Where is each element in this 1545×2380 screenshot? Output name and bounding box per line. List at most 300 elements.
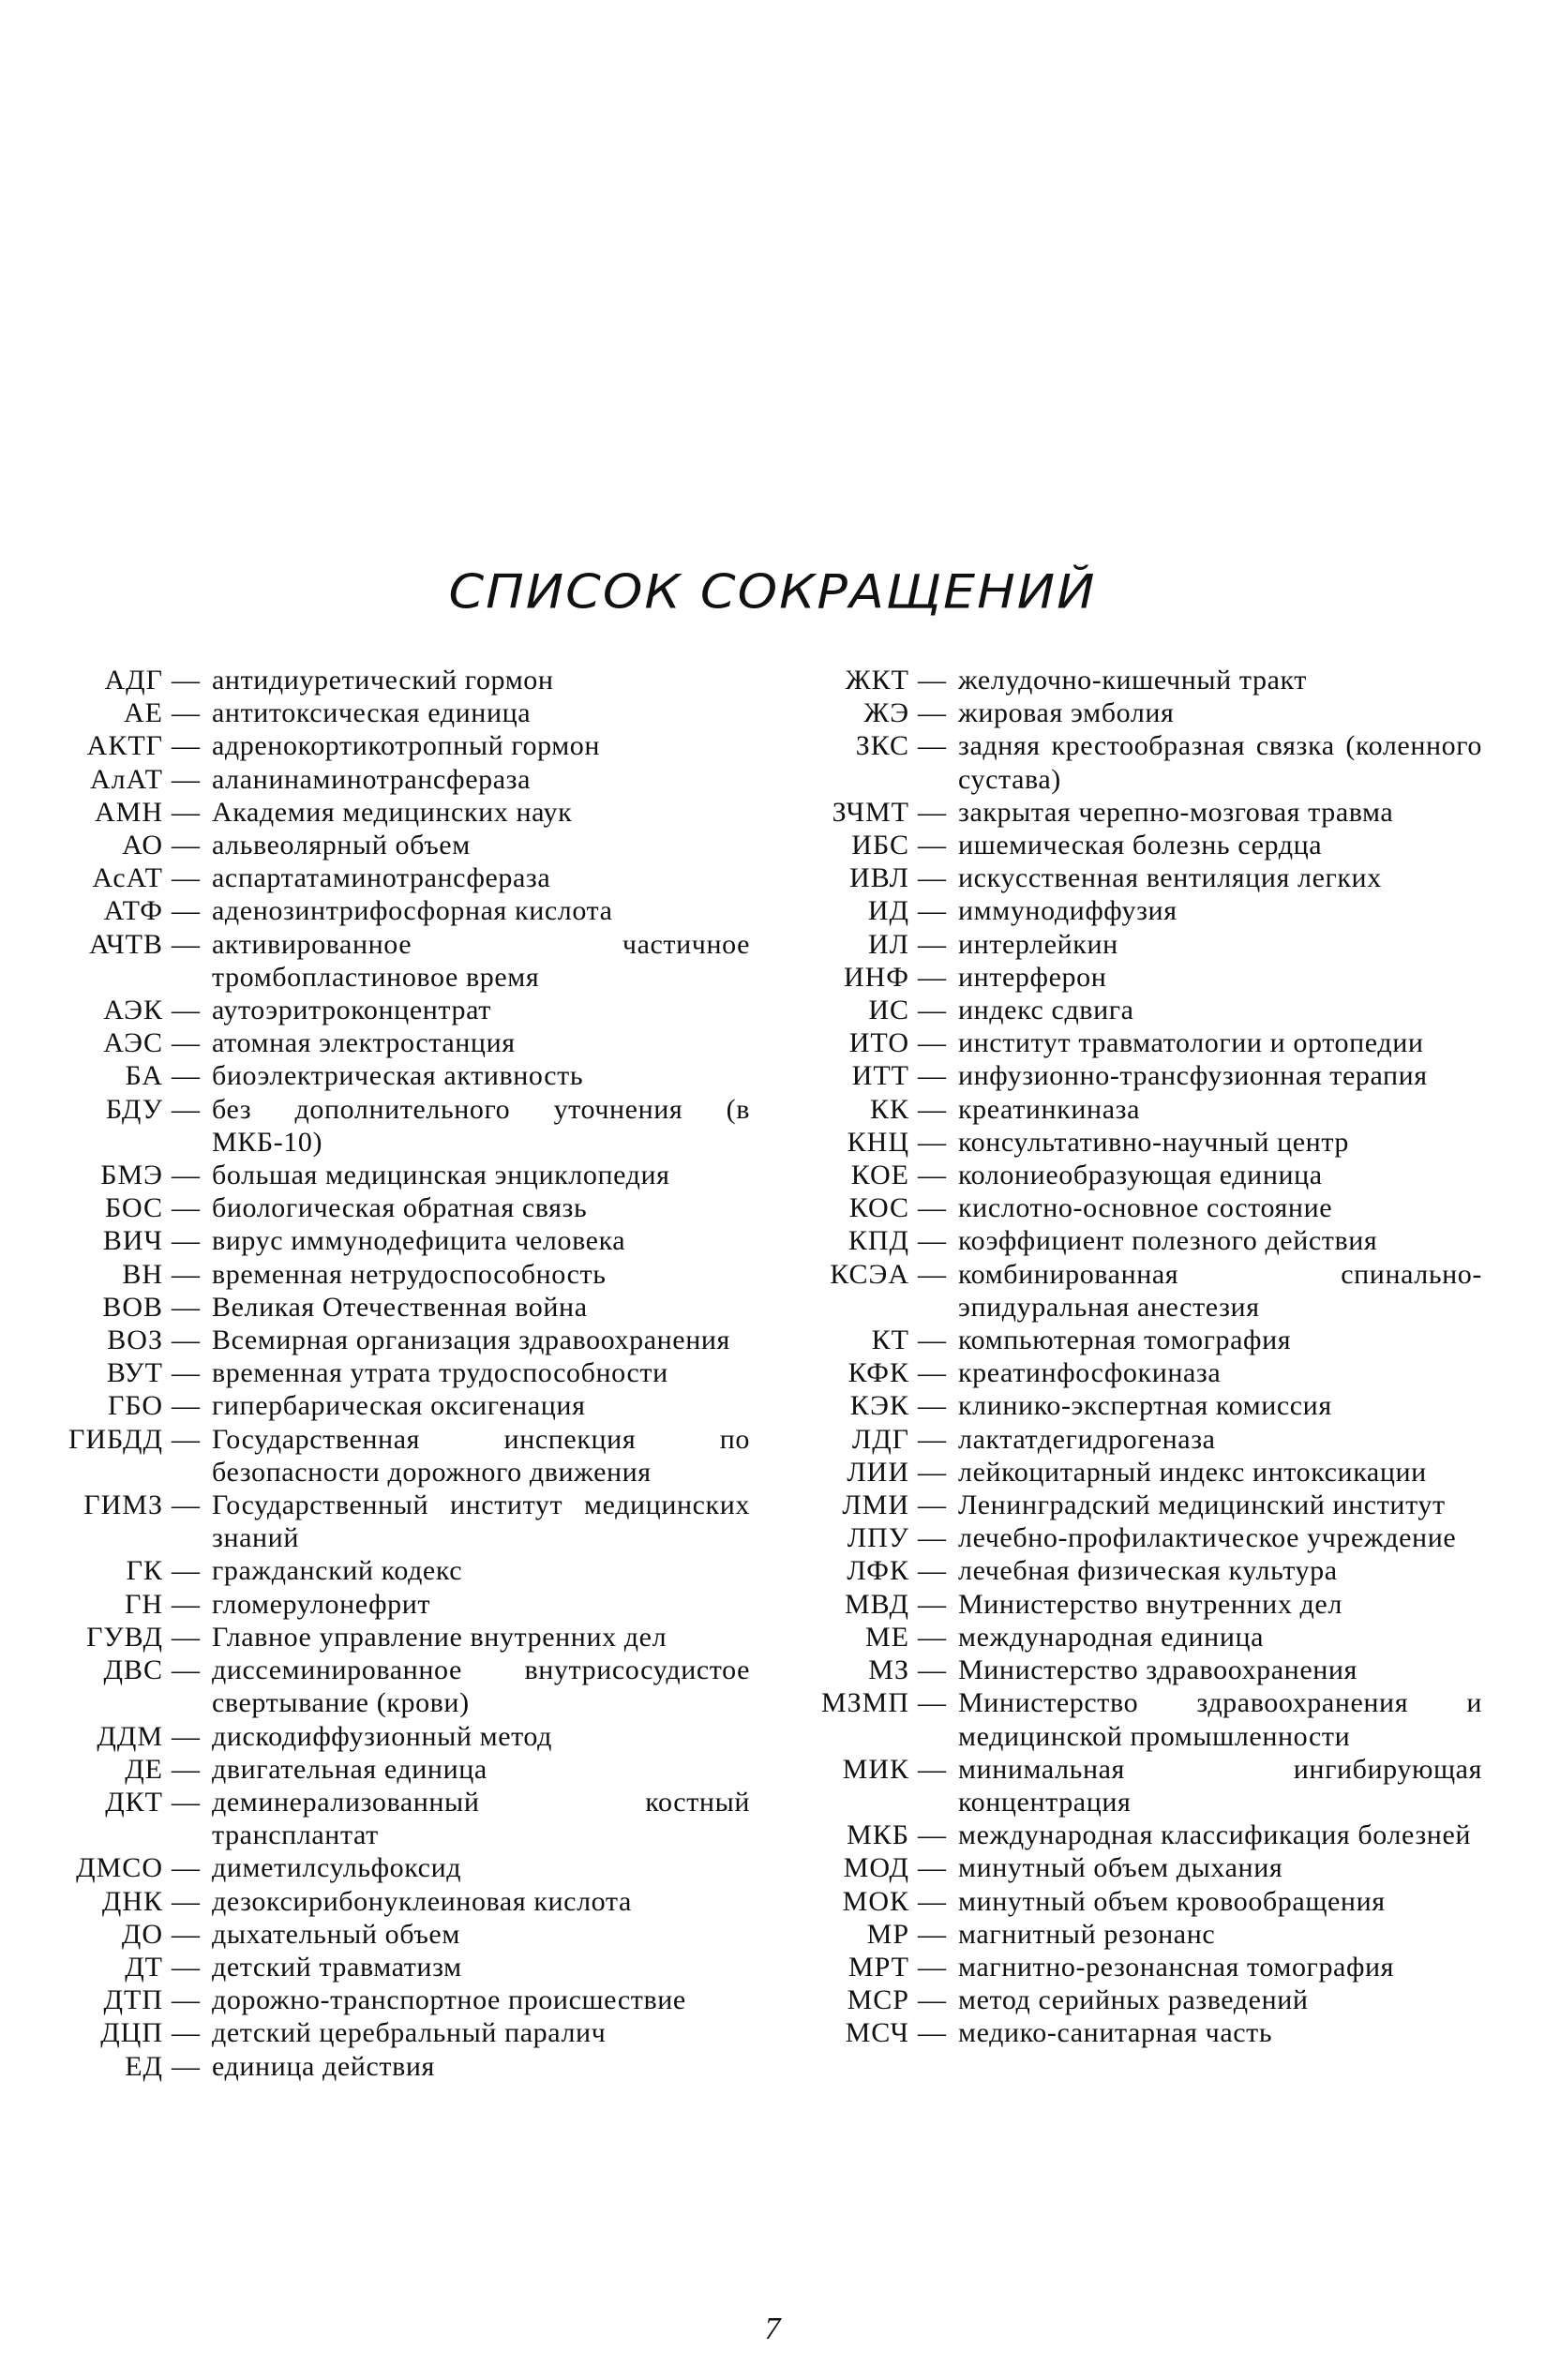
- abbreviation-definition: закрытая черепно-мозговая травма: [958, 796, 1394, 828]
- dash-separator: —: [918, 1126, 946, 1158]
- abbreviation-entry: [38, 1159, 750, 1191]
- abbreviation: ДТ: [125, 1951, 163, 1983]
- abbreviation-definition: инфузионно-трансфузионная терапия: [958, 1060, 1428, 1092]
- abbreviation-definition: международная классификация болезней: [958, 1819, 1472, 1851]
- dash-separator: —: [918, 730, 946, 762]
- dash-separator: —: [918, 1885, 946, 1917]
- abbreviation: АО: [122, 830, 163, 861]
- abbreviation: ЖЭ: [863, 697, 909, 729]
- abbreviation-definition: консультативно-научный центр: [958, 1126, 1350, 1158]
- dash-separator: —: [918, 1951, 946, 1983]
- dash-separator: —: [172, 697, 200, 729]
- dash-separator: —: [918, 1753, 946, 1785]
- abbreviation-definition: аспартатаминотрансфераза: [212, 862, 551, 894]
- abbreviation-definition: аланинаминотрансфераза: [212, 763, 532, 795]
- abbreviation-definition: минимальная ингибирующая концентрация: [958, 1753, 1482, 1818]
- abbreviation: ГБО: [107, 1390, 163, 1422]
- abbreviation-entry: [38, 2016, 750, 2049]
- abbreviation: МСЧ: [845, 2017, 909, 2049]
- abbreviation-entry: [793, 1026, 1482, 1059]
- abbreviation: ГУВД: [86, 1621, 163, 1653]
- dash-separator: —: [172, 1654, 200, 1686]
- abbreviation-definition: антитоксическая единица: [212, 697, 532, 729]
- abbreviation: ЛДГ: [851, 1423, 909, 1455]
- dash-separator: —: [172, 1555, 200, 1587]
- dash-separator: —: [918, 1555, 946, 1587]
- dash-separator: —: [172, 995, 200, 1026]
- dash-separator: —: [172, 1489, 200, 1521]
- abbreviation-entry: [793, 1554, 1482, 1587]
- dash-separator: —: [918, 1489, 946, 1521]
- abbreviation-definition: лечебная физическая культура: [958, 1555, 1338, 1587]
- abbreviation: БОС: [104, 1192, 163, 1224]
- abbreviation-entry: [38, 763, 750, 796]
- abbreviation-entry: [793, 1258, 1482, 1324]
- abbreviation-definition: клинико-экспертная комиссия: [958, 1390, 1332, 1422]
- abbreviation-definition: лактатдегидрогеназа: [958, 1423, 1216, 1455]
- abbreviation: КФК: [848, 1357, 909, 1389]
- abbreviation-definition: колониеобразующая единица: [958, 1160, 1323, 1191]
- abbreviation-entry: [793, 994, 1482, 1026]
- abbreviation: ГК: [126, 1555, 163, 1587]
- abbreviation: БДУ: [105, 1093, 163, 1125]
- abbreviation-definition: креатинкиназа: [958, 1093, 1140, 1125]
- abbreviation-entry: [38, 1423, 750, 1489]
- abbreviation-entry: [38, 1191, 750, 1224]
- abbreviation-entry: [38, 1489, 750, 1554]
- dash-separator: —: [918, 1687, 946, 1719]
- abbreviation-definition: Государственная инспекция по безопасности дорожного движения: [212, 1423, 750, 1488]
- dash-separator: —: [918, 1192, 946, 1224]
- abbreviation-entry: [38, 1885, 750, 1918]
- abbreviation-definition: детский церебральный паралич: [212, 2017, 607, 2049]
- abbreviation: КЭК: [849, 1390, 909, 1422]
- abbreviation-definition: адренокортикотропный гормон: [212, 730, 601, 762]
- abbreviation-definition: дискодиффузионный метод: [212, 1720, 553, 1752]
- dash-separator: —: [918, 1225, 946, 1257]
- abbreviation-entry: [38, 1654, 750, 1719]
- abbreviation-entry: [38, 1389, 750, 1422]
- abbreviation: МСР: [847, 1984, 909, 2016]
- abbreviation: MP: [866, 1918, 909, 1950]
- dash-separator: —: [172, 1786, 200, 1818]
- dash-separator: —: [172, 1093, 200, 1125]
- dash-separator: —: [172, 796, 200, 828]
- abbreviation: ИНФ: [843, 961, 909, 993]
- dash-separator: —: [172, 1720, 200, 1752]
- dash-separator: —: [172, 730, 200, 762]
- abbreviation-entry: [38, 1059, 750, 1092]
- dash-separator: —: [918, 1852, 946, 1884]
- abbreviation-entry: [38, 1753, 750, 1786]
- abbreviation-entry: [793, 1356, 1482, 1389]
- abbreviation: ЖКТ: [845, 665, 909, 696]
- abbreviation: КНЦ: [847, 1126, 909, 1158]
- abbreviation-entry: [38, 1224, 750, 1257]
- abbreviation-entry: [38, 1093, 750, 1159]
- abbreviation-definition: медико-санитарная часть: [958, 2017, 1273, 2049]
- abbreviation-entry: [38, 1621, 750, 1654]
- abbreviation-entry: [38, 894, 750, 927]
- abbreviation-entry: [793, 1918, 1482, 1951]
- abbreviation: ИД: [867, 895, 909, 927]
- abbreviation-entry: [793, 2016, 1482, 2049]
- abbreviation: ДЦП: [100, 2017, 163, 2049]
- abbreviation: МРТ: [848, 1951, 909, 1983]
- dash-separator: —: [172, 1357, 200, 1389]
- abbreviation-definition: дыхательный объем: [212, 1918, 460, 1950]
- abbreviation: ДТП: [103, 1984, 163, 2016]
- abbreviation-definition: магнитно-резонансная томография: [958, 1951, 1395, 1983]
- dash-separator: —: [172, 763, 200, 795]
- abbreviation-definition: гломерулонефрит: [212, 1588, 431, 1620]
- abbreviation-definition: аутоэритроконцентрат: [212, 995, 491, 1026]
- abbreviation: ВИЧ: [102, 1225, 163, 1257]
- abbreviation-definition: вирус иммунодефицита человека: [212, 1225, 626, 1257]
- dash-separator: —: [918, 1984, 946, 2016]
- abbreviation-entry: [38, 1026, 750, 1059]
- abbreviation-definition: интерлейкин: [958, 928, 1118, 960]
- abbreviation: ГН: [124, 1588, 163, 1620]
- abbreviation: ЕД: [125, 2050, 163, 2082]
- abbreviation-entry: [793, 829, 1482, 861]
- abbreviation-entry: [38, 1918, 750, 1951]
- dash-separator: —: [172, 1027, 200, 1059]
- abbreviation-definition: Ленинградский медицинский институт: [958, 1489, 1446, 1521]
- abbreviation-entry: [793, 1126, 1482, 1159]
- abbreviation-entry: [793, 1654, 1482, 1686]
- dash-separator: —: [172, 1291, 200, 1323]
- dash-separator: —: [918, 796, 946, 828]
- abbreviation-definition: двигательная единица: [212, 1753, 488, 1785]
- abbreviation-entry: [38, 928, 750, 994]
- dash-separator: —: [918, 1819, 946, 1851]
- abbreviation-entry: [793, 1224, 1482, 1257]
- abbreviation-definition: минутный объем кровообращения: [958, 1885, 1386, 1917]
- abbreviation-definition: искусственная вентиляция легких: [958, 862, 1382, 894]
- abbreviation: БА: [125, 1060, 163, 1092]
- abbreviation: ДМСО: [76, 1852, 163, 1884]
- abbreviation: КТ: [871, 1325, 909, 1356]
- abbreviation-definition: лейкоцитарный индекс интоксикации: [958, 1456, 1427, 1488]
- abbreviation: АЭК: [103, 995, 163, 1026]
- dash-separator: —: [918, 1390, 946, 1422]
- dash-separator: —: [918, 697, 946, 729]
- abbreviation: ME: [865, 1621, 909, 1653]
- abbreviation: ИБС: [851, 830, 909, 861]
- abbreviation-definition: международная единица: [958, 1621, 1265, 1653]
- dash-separator: —: [172, 1423, 200, 1455]
- abbreviation-definition: атомная электростанция: [212, 1027, 516, 1059]
- abbreviation-entry: [793, 796, 1482, 829]
- abbreviation-entry: [793, 1753, 1482, 1819]
- dash-separator: —: [172, 862, 200, 894]
- abbreviation-entry: [38, 2050, 750, 2083]
- abbreviation-entry: [793, 1521, 1482, 1554]
- abbreviation: ИВЛ: [849, 862, 909, 894]
- abbreviation: КСЭА: [830, 1258, 909, 1290]
- dash-separator: —: [918, 961, 946, 993]
- abbreviation-definition: антидиуретический гормон: [212, 665, 554, 696]
- abbreviation-entry: [38, 1356, 750, 1389]
- abbreviation-definition: кислотно-основное состояние: [958, 1192, 1333, 1224]
- abbreviation-definition: единица действия: [212, 2050, 435, 2082]
- dash-separator: —: [172, 1225, 200, 1257]
- dash-separator: —: [918, 1588, 946, 1620]
- abbreviation-definition: компьютерная томография: [958, 1325, 1292, 1356]
- abbreviation-definition: дезоксирибонуклеиновая кислота: [212, 1885, 632, 1917]
- abbreviation-definition: иммунодиффузия: [958, 895, 1178, 927]
- abbreviation-definition: лечебно-профилактическое учреждение: [958, 1522, 1457, 1554]
- abbreviation: МОД: [843, 1852, 909, 1884]
- abbreviation: ЛФК: [847, 1555, 909, 1587]
- abbreviation-entry: [38, 1786, 750, 1851]
- abbreviation-definition: Министерство внутренних дел: [958, 1588, 1342, 1620]
- abbreviation: АМН: [94, 796, 163, 828]
- abbreviation-definition: Всемирная организация здравоохранения: [212, 1325, 730, 1356]
- abbreviation: ДЕ: [125, 1753, 163, 1785]
- abbreviation-definition: аденозинтрифосфорная кислота: [212, 895, 613, 927]
- abbreviation: ДКТ: [105, 1786, 163, 1818]
- abbreviation-definition: минутный объем дыхания: [958, 1852, 1283, 1884]
- abbreviation-definition: желудочно-кишечный тракт: [958, 665, 1307, 696]
- abbreviation-entry: [793, 1093, 1482, 1126]
- abbreviation-entry: [38, 796, 750, 829]
- abbreviation-definition: задняя крестообразная связка (коленного сустава): [958, 730, 1482, 795]
- abbreviation-entry: [793, 1324, 1482, 1356]
- abbreviation-entry: [38, 994, 750, 1026]
- abbreviation: АЧТВ: [89, 928, 163, 960]
- abbreviation-entry: [793, 1191, 1482, 1224]
- dash-separator: —: [172, 1160, 200, 1191]
- abbreviation: КОС: [848, 1192, 909, 1224]
- abbreviation-definition: временная нетрудоспособность: [212, 1258, 607, 1290]
- abbreviation: ВОЗ: [107, 1325, 163, 1356]
- abbreviation: МЗ: [868, 1654, 909, 1686]
- dash-separator: —: [172, 1753, 200, 1785]
- abbreviation-definition: без дополнительного уточнения (в МКБ-10): [212, 1093, 750, 1158]
- abbreviation-definition: Государственный институт медицинских знаний: [212, 1489, 750, 1554]
- dash-separator: —: [918, 1522, 946, 1554]
- dash-separator: —: [172, 1852, 200, 1884]
- abbreviation: АТФ: [103, 895, 163, 927]
- abbreviation-definition: Академия медицинских наук: [212, 796, 573, 828]
- abbreviation-entry: [38, 1951, 750, 1983]
- abbreviation: КОЕ: [850, 1160, 909, 1191]
- abbreviations-column-left: [38, 664, 750, 2083]
- abbreviation-entry: [793, 1423, 1482, 1456]
- abbreviation: ДНК: [101, 1885, 163, 1917]
- abbreviation: АЕ: [124, 697, 163, 729]
- abbreviation-definition: дорожно-транспортное происшествие: [212, 1984, 686, 2016]
- abbreviation-entry: [38, 1554, 750, 1587]
- abbreviation-entry: [793, 664, 1482, 696]
- dash-separator: —: [918, 928, 946, 960]
- abbreviation: АКТГ: [86, 730, 163, 762]
- abbreviation-entry: [38, 1258, 750, 1291]
- abbreviation: КПД: [848, 1225, 909, 1257]
- dash-separator: —: [918, 862, 946, 894]
- abbreviation: БМЭ: [100, 1160, 163, 1191]
- abbreviation-entry: [793, 1951, 1482, 1983]
- abbreviation-entry: [793, 961, 1482, 994]
- abbreviation: ДВС: [103, 1654, 163, 1686]
- dash-separator: —: [918, 1060, 946, 1092]
- abbreviation-entry: [38, 696, 750, 729]
- abbreviation-definition: институт травматологии и ортопедии: [958, 1027, 1424, 1059]
- abbreviation: ВОВ: [102, 1291, 163, 1323]
- abbreviation-definition: креатинфосфокиназа: [958, 1357, 1222, 1389]
- abbreviation: АДГ: [104, 665, 163, 696]
- abbreviation: МВД: [844, 1588, 909, 1620]
- abbreviation-entry: [38, 1324, 750, 1356]
- dash-separator: —: [172, 1390, 200, 1422]
- abbreviation-entry: [793, 1456, 1482, 1489]
- abbreviation: ИТО: [848, 1027, 909, 1059]
- abbreviation: ЛИИ: [847, 1456, 909, 1488]
- abbreviation-entry: [793, 1159, 1482, 1191]
- abbreviation-entry: [793, 1489, 1482, 1521]
- abbreviation-definition: магнитный резонанс: [958, 1918, 1216, 1950]
- abbreviation-entry: [793, 729, 1482, 795]
- dash-separator: —: [918, 1621, 946, 1653]
- abbreviation-definition: ишемическая болезнь сердца: [958, 830, 1323, 861]
- dash-separator: —: [918, 895, 946, 927]
- dash-separator: —: [918, 1027, 946, 1059]
- abbreviation-definition: коэффициент полезного действия: [958, 1225, 1378, 1257]
- abbreviation-entry: [793, 1588, 1482, 1621]
- dash-separator: —: [172, 1588, 200, 1620]
- dash-separator: —: [172, 1984, 200, 2016]
- abbreviation-definition: Министерство здравоохранения и медицинской промышленности: [958, 1687, 1482, 1752]
- abbreviation-entry: [793, 894, 1482, 927]
- abbreviation-entry: [793, 1059, 1482, 1092]
- dash-separator: —: [172, 1060, 200, 1092]
- abbreviation: ДО: [121, 1918, 163, 1950]
- abbreviation: ВУТ: [106, 1357, 163, 1389]
- abbreviation-entry: [38, 729, 750, 762]
- dash-separator: —: [918, 2017, 946, 2049]
- abbreviation-entry: [38, 861, 750, 894]
- dash-separator: —: [172, 895, 200, 927]
- dash-separator: —: [918, 1357, 946, 1389]
- abbreviation-entry: [793, 1885, 1482, 1918]
- dash-separator: —: [918, 665, 946, 696]
- abbreviation: ЛПУ: [847, 1522, 909, 1554]
- abbreviation-definition: Министерство здравоохранения: [958, 1654, 1358, 1686]
- dash-separator: —: [172, 1918, 200, 1950]
- abbreviation-entry: [793, 1819, 1482, 1851]
- abbreviation-entry: [793, 1851, 1482, 1884]
- abbreviation: МИК: [842, 1753, 909, 1785]
- dash-separator: —: [172, 2017, 200, 2049]
- abbreviation-entry: [38, 1291, 750, 1324]
- abbreviation-entry: [38, 1588, 750, 1621]
- dash-separator: —: [918, 1325, 946, 1356]
- abbreviation-entry: [793, 928, 1482, 961]
- abbreviation-definition: жировая эмболия: [958, 697, 1175, 729]
- abbreviation-entry: [793, 1686, 1482, 1752]
- abbreviation: ГИМЗ: [83, 1489, 163, 1521]
- page-title: СПИСОК СОКРАЩЕНИЙ: [448, 564, 1097, 620]
- dash-separator: —: [172, 1258, 200, 1290]
- abbreviation-definition: диссеминированное внутрисосудистое свертывание (крови): [212, 1654, 750, 1719]
- abbreviation-definition: временная утрата трудоспособности: [212, 1357, 668, 1389]
- dash-separator: —: [172, 1885, 200, 1917]
- abbreviation: ЗЧМТ: [832, 796, 909, 828]
- dash-separator: —: [172, 1621, 200, 1653]
- abbreviation-definition: альвеолярный объем: [212, 830, 471, 861]
- dash-separator: —: [918, 995, 946, 1026]
- dash-separator: —: [918, 1160, 946, 1191]
- abbreviation-definition: гипербарическая оксигенация: [212, 1390, 586, 1422]
- abbreviation-entry: [793, 1983, 1482, 2016]
- abbreviation-entry: [793, 861, 1482, 894]
- abbreviation: АсАТ: [92, 862, 163, 894]
- abbreviation-definition: метод серийных разведений: [958, 1984, 1309, 2016]
- abbreviation-definition: гражданский кодекс: [212, 1555, 463, 1587]
- abbreviation-definition: Великая Отечественная война: [212, 1291, 588, 1323]
- abbreviation-entry: [38, 1720, 750, 1753]
- abbreviation: ГИБДД: [68, 1423, 163, 1455]
- dash-separator: —: [172, 1951, 200, 1983]
- abbreviation: ВН: [122, 1258, 163, 1290]
- abbreviation-definition: Главное управление внутренних дел: [212, 1621, 668, 1653]
- dash-separator: —: [172, 1325, 200, 1356]
- dash-separator: —: [918, 1654, 946, 1686]
- abbreviation-definition: деминерализованный костный трансплантат: [212, 1786, 750, 1851]
- abbreviation-definition: большая медицинская энциклопедия: [212, 1160, 670, 1191]
- dash-separator: —: [918, 830, 946, 861]
- abbreviation: АлАТ: [90, 763, 163, 795]
- dash-separator: —: [918, 1918, 946, 1950]
- abbreviation: МЗМП: [820, 1687, 909, 1719]
- abbreviation-entry: [38, 664, 750, 696]
- dash-separator: —: [918, 1258, 946, 1290]
- abbreviation: КК: [869, 1093, 909, 1125]
- dash-separator: —: [172, 665, 200, 696]
- dash-separator: —: [918, 1423, 946, 1455]
- abbreviation-entry: [38, 1983, 750, 2016]
- abbreviation: ДДМ: [97, 1720, 163, 1752]
- abbreviation-definition: диметилсульфоксид: [212, 1852, 462, 1884]
- abbreviation: ЛМИ: [842, 1489, 909, 1521]
- dash-separator: —: [172, 1192, 200, 1224]
- abbreviation-entry: [38, 1851, 750, 1884]
- abbreviations-column-right: [793, 664, 1482, 2050]
- abbreviation: ИЛ: [867, 928, 909, 960]
- dash-separator: —: [172, 928, 200, 960]
- abbreviation: МКБ: [847, 1819, 909, 1851]
- abbreviation: АЭС: [103, 1027, 163, 1059]
- abbreviation: МОК: [842, 1885, 909, 1917]
- abbreviation-entry: [793, 1389, 1482, 1422]
- abbreviation-definition: индекс сдвига: [958, 995, 1134, 1026]
- page-number: 7: [764, 2312, 781, 2346]
- abbreviation-definition: биоэлектрическая активность: [212, 1060, 584, 1092]
- abbreviation-definition: активированное частичное тромбопластиновое время: [212, 928, 750, 993]
- abbreviation-definition: комбинированная спинально-эпидуральная анестезия: [958, 1258, 1482, 1323]
- abbreviation-definition: интерферон: [958, 961, 1107, 993]
- dash-separator: —: [918, 1456, 946, 1488]
- abbreviation-definition: детский травматизм: [212, 1951, 462, 1983]
- dash-separator: —: [172, 830, 200, 861]
- abbreviation-entry: [793, 696, 1482, 729]
- abbreviation-entry: [793, 1621, 1482, 1654]
- dash-separator: —: [918, 1093, 946, 1125]
- abbreviation-definition: биологическая обратная связь: [212, 1192, 588, 1224]
- abbreviation: ИТТ: [851, 1060, 909, 1092]
